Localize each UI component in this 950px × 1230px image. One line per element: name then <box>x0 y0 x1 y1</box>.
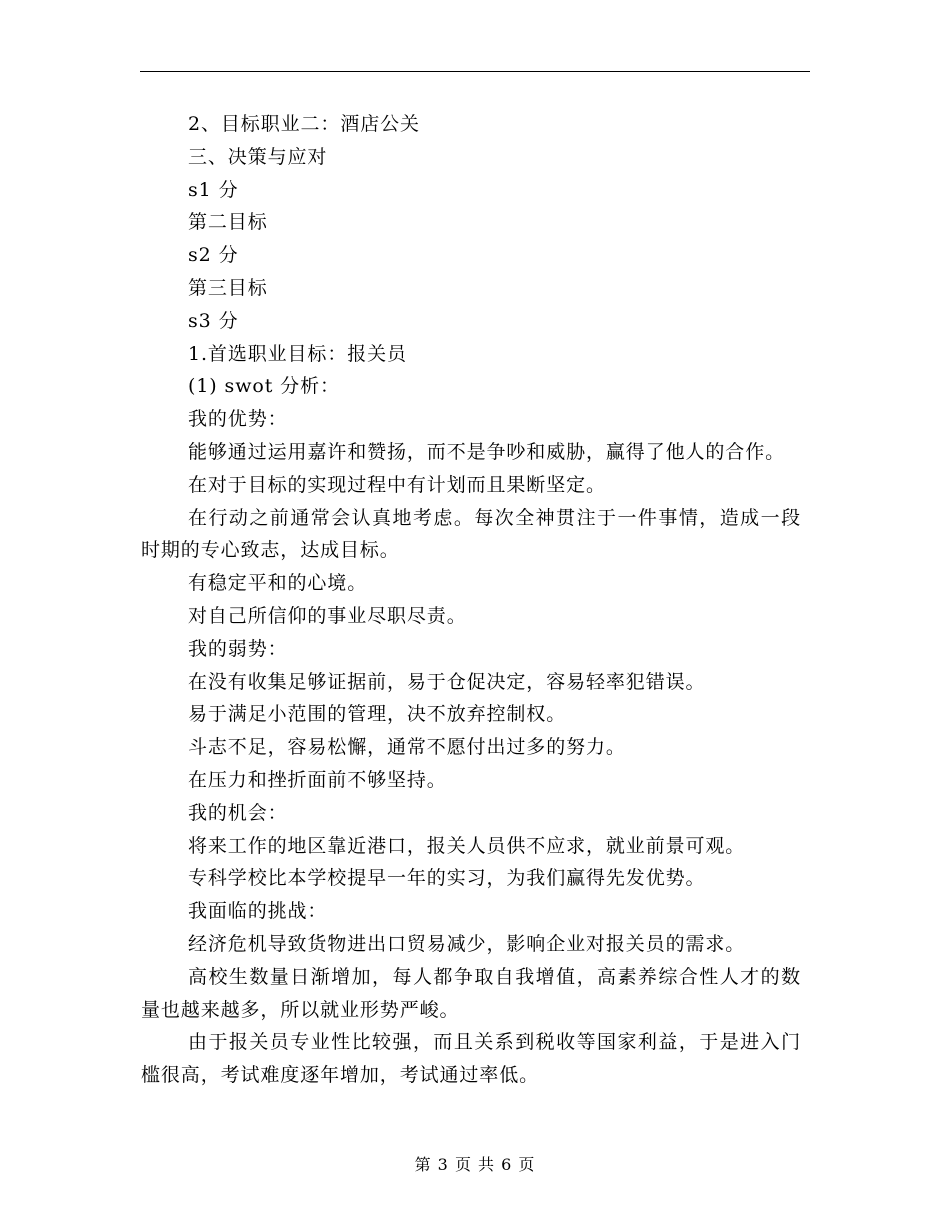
paragraph: 易于满足小范围的管理，决不放弃控制权。 <box>188 703 567 726</box>
paragraph: s3 分 <box>188 309 239 332</box>
subheading: 我的弱势： <box>188 637 288 660</box>
paragraph: 第二目标 <box>188 211 268 234</box>
subheading: 我面临的挑战： <box>188 900 328 923</box>
paragraph: 专科学校比本学校提早一年的实习，为我们赢得先发优势。 <box>188 867 706 890</box>
page-number: 第 3 页 共 6 页 <box>414 1155 536 1174</box>
paragraph: 对自己所信仰的事业尽职尽责。 <box>188 604 467 627</box>
paragraph: 在对于目标的实现过程中有计划而且果断坚定。 <box>188 473 606 496</box>
paragraph: 在行动之前通常会认真地考虑。每次全神贯注于一件事情，造成一段时期的专心致志，达成目标。 <box>141 506 801 562</box>
section-heading: 三、决策与应对 <box>188 145 328 168</box>
paragraph: 斗志不足，容易松懈，通常不愿付出过多的努力。 <box>188 736 626 759</box>
paragraph: 1.首选职业目标：报关员 <box>188 342 407 365</box>
paragraph: (1) swot 分析： <box>188 375 340 398</box>
header-rule <box>140 71 810 72</box>
paragraph: 高校生数量日渐增加，每人都争取自我增值，高素养综合性人才的数量也越来越多，所以就业形势严峻。 <box>141 965 801 1021</box>
paragraph: s1 分 <box>188 178 239 201</box>
paragraph: s2 分 <box>188 244 239 267</box>
paragraph: 在没有收集足够证据前，易于仓促决定，容易轻率犯错误。 <box>188 670 706 693</box>
subheading: 我的机会： <box>188 801 288 824</box>
paragraph: 由于报关员专业性比较强，而且关系到税收等国家利益，于是进入门槛很高，考试难度逐年增加，考试通过率低。 <box>141 1031 801 1087</box>
paragraph: 经济危机导致货物进出口贸易减少，影响企业对报关员的需求。 <box>188 932 746 955</box>
paragraph: 能够通过运用嘉许和赞扬，而不是争吵和威胁，赢得了他人的合作。 <box>188 440 786 463</box>
document-body <box>141 108 801 1092</box>
paragraph: 2、目标职业二：酒店公关 <box>188 113 420 135</box>
paragraph: 有稳定平和的心境。 <box>188 572 368 595</box>
paragraph: 将来工作的地区靠近港口，报关人员供不应求，就业前景可观。 <box>188 834 746 857</box>
paragraph: 第三目标 <box>188 276 268 299</box>
paragraph: 在压力和挫折面前不够坚持。 <box>188 768 447 791</box>
subheading: 我的优势： <box>188 408 288 431</box>
